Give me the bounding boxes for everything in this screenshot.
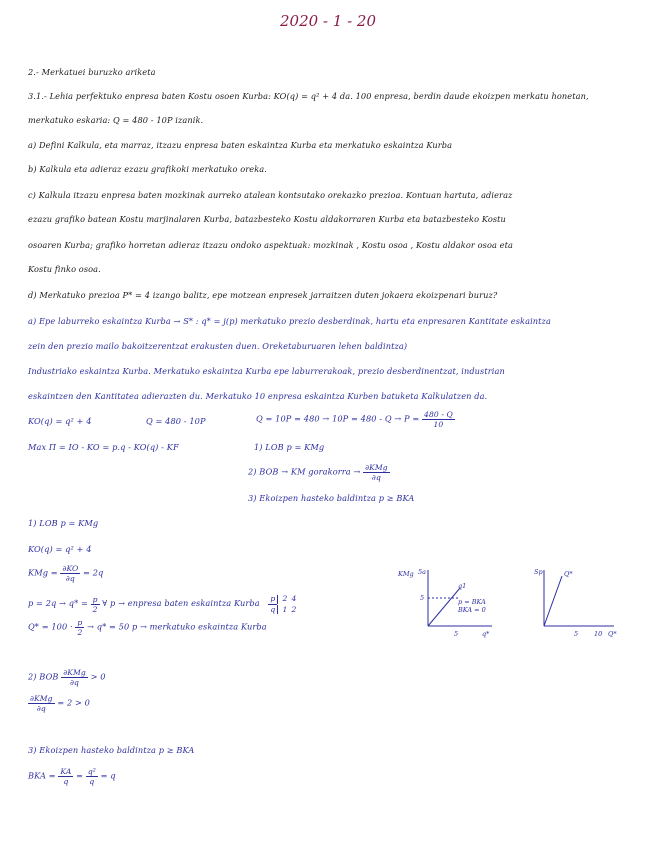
fraction-numerator: p bbox=[92, 594, 98, 604]
bob-fraction bbox=[61, 668, 88, 687]
market-supply-curve bbox=[544, 576, 562, 626]
graph2-curve-label: Q* bbox=[564, 570, 573, 578]
graph1-xlabel: q* bbox=[482, 630, 490, 638]
fraction-denominator: ∂q bbox=[36, 704, 46, 713]
graph1-top-tick: 5a bbox=[418, 568, 427, 576]
table-cell: p bbox=[270, 594, 276, 603]
answer-a-line-3: Industriako eskaintza Kurba. Merkatuko eskaintza Kurba epe laburrerakoak, prezio desberdinentzat, industrian bbox=[28, 366, 505, 376]
condition-1: 1) LOB p = KMg bbox=[254, 442, 325, 452]
firm-supply bbox=[28, 594, 297, 614]
fraction-denominator: 10 bbox=[433, 420, 444, 429]
supply-value-table bbox=[268, 594, 297, 614]
firm-supply-right: ∀ p → enpresa baten eskaintza Kurba bbox=[102, 598, 260, 608]
table-cell: 4 bbox=[291, 594, 297, 603]
firm-supply-fraction bbox=[91, 595, 100, 614]
fraction-numerator: ∂KMg bbox=[30, 694, 53, 703]
mc-label: KMg = bbox=[28, 567, 58, 578]
graph2-x-tick-5: 5 bbox=[574, 630, 579, 638]
inverse-demand-text: Q = 10P = 480 → 10P = 480 - Q → P = bbox=[256, 413, 420, 424]
condition-2-fraction bbox=[363, 463, 390, 482]
statement-line-1: 3.1.- Lehia perfektuko enpresa baten Kostu osoen Kurba: KO(q) = q² + 4 da. 100 enpresa, berdin daude ekoizpen merkatu honetan, bbox=[28, 91, 589, 101]
fraction-numerator: 480 - Q bbox=[424, 410, 453, 419]
fraction-numerator: ∂KMg bbox=[63, 668, 86, 677]
answer-a-line-4: eskaintzen den Kantitatea adierazten du. Merkatuko 10 enpresa eskaintza Kurben batuketa Kalkulatzen da. bbox=[28, 391, 488, 401]
bob-label: 2) BOB bbox=[28, 671, 59, 682]
bob-result: > 0 bbox=[90, 671, 106, 682]
condition-2 bbox=[248, 463, 390, 482]
firm-supply-left: p = 2q → q* = bbox=[28, 598, 88, 608]
question-b: b) Kalkula eta adieraz ezazu grafikoki merkatuko oreka. bbox=[28, 164, 267, 174]
demand-function: Q = 480 - 10P bbox=[146, 416, 206, 426]
table-cell: 2 bbox=[282, 594, 288, 603]
bob-check-result: = 2 > 0 bbox=[57, 697, 90, 708]
fraction-numerator: p bbox=[77, 618, 83, 627]
fraction-denominator: ∂q bbox=[70, 678, 80, 687]
table-row bbox=[268, 594, 297, 605]
fraction-numerator: q² bbox=[87, 767, 96, 776]
avc-fraction-2 bbox=[86, 767, 98, 786]
profit-max: Max Π = IO - KO = p.q - KO(q) - KF bbox=[28, 442, 179, 452]
graph1-x-tick: 5 bbox=[454, 630, 459, 638]
graph2-x-tick-10: 10 bbox=[594, 630, 603, 638]
market-supply bbox=[28, 618, 267, 637]
graph1-annot-1: p = BKA bbox=[458, 598, 486, 606]
production-condition: 3) Ekoizpen hasteko baldintza p ≥ BKA bbox=[28, 745, 195, 755]
question-c-line-1: c) Kalkula itzazu enpresa baten mozkinak aurreko atalean kontsutako orekazko prezioa. Kontuan hartuta, adieraz bbox=[28, 190, 513, 200]
question-a: a) Defini Kalkula, eta marraz, itzazu enpresa baten eskaintza Kurba eta merkatuko eskaintza Kurba bbox=[28, 140, 453, 150]
market-supply-graph bbox=[524, 564, 624, 642]
condition-2-text: 2) BOB → KM gorakorra → bbox=[248, 466, 361, 477]
avc-equals: = bbox=[76, 770, 84, 781]
fraction-denominator: q bbox=[63, 777, 69, 786]
marginal-cost bbox=[28, 564, 103, 583]
inverse-demand bbox=[256, 410, 455, 429]
question-c-line-4: Kostu finko osoa. bbox=[28, 264, 101, 274]
fraction-denominator: ∂q bbox=[65, 574, 75, 583]
graph2-ylabel: Sp bbox=[534, 568, 543, 576]
table-cell: 2 bbox=[291, 604, 297, 614]
page-date: 2020 - 1 - 20 bbox=[279, 12, 376, 30]
fraction-numerator: KA bbox=[60, 767, 72, 776]
graph1-curve-label: q1 bbox=[458, 582, 467, 590]
inverse-demand-fraction bbox=[422, 410, 455, 429]
avc-result: = q bbox=[100, 770, 116, 781]
graph2-xlabel: Q* bbox=[608, 630, 617, 638]
supply-curve bbox=[428, 588, 460, 626]
avc-label: BKA = bbox=[28, 770, 56, 781]
mc-result: = 2q bbox=[83, 567, 104, 578]
cost-function-repeat: KO(q) = q² + 4 bbox=[28, 544, 92, 554]
exercise-heading: 2.- Merkatuei buruzko ariketa bbox=[28, 67, 156, 77]
statement-line-2: merkatuko eskaria: Q = 480 - 10P izanik. bbox=[28, 115, 204, 125]
lob-step: 1) LOB p = KMg bbox=[28, 518, 99, 528]
question-c-line-3: osoaren Kurba; grafiko horretan adieraz itzazu ondoko aspektuak: mozkinak , Kostu osoa , Kostu aldakor osoa eta bbox=[28, 240, 513, 250]
table-cell: q bbox=[270, 604, 276, 614]
avc-fraction-1 bbox=[58, 767, 73, 786]
firm-supply-graph bbox=[392, 564, 502, 642]
graph1-ylabel: KMg bbox=[398, 570, 414, 578]
market-supply-left: Q* = 100 · bbox=[28, 621, 73, 632]
mc-fraction bbox=[60, 564, 80, 583]
fraction-denominator: 2 bbox=[92, 604, 98, 614]
market-supply-right: → q* = 50 p → merkatuko eskaintza Kurba bbox=[87, 621, 267, 632]
bob-step bbox=[28, 668, 106, 687]
answer-a-line-2: zein den prezio mailo bakoitzerentzat erakusten duen. Oreketaburuaren lehen baldintza) bbox=[28, 341, 408, 351]
table-row bbox=[268, 604, 297, 615]
table-cell: 1 bbox=[282, 604, 288, 614]
fraction-denominator: 2 bbox=[77, 628, 83, 637]
graph1-y-tick: 5 bbox=[420, 594, 425, 602]
graph1-annot-2: BKA = 0 bbox=[458, 606, 486, 614]
fraction-denominator: q bbox=[89, 777, 95, 786]
question-d: d) Merkatuko prezioa P* = 4 izango balitz, epe motzean enpresek jarraitzen duten jokaera ekoizpenari buruz? bbox=[28, 290, 498, 300]
fraction-denominator: ∂q bbox=[371, 473, 381, 482]
bob-check bbox=[28, 694, 90, 713]
fraction-numerator: ∂KO bbox=[62, 564, 79, 573]
cost-function: KO(q) = q² + 4 bbox=[28, 416, 92, 426]
bob-check-fraction bbox=[28, 694, 55, 713]
question-c-line-2: ezazu grafiko batean Kostu marjinalaren Kurba, batazbesteko Kostu aldakorraren Kurba eta batazbesteko Kostu bbox=[28, 214, 506, 224]
condition-3: 3) Ekoizpen hasteko baldintza p ≥ BKA bbox=[248, 493, 415, 503]
fraction-numerator: ∂KMg bbox=[365, 463, 388, 472]
answer-a-line-1: a) Epe laburreko eskaintza Kurba → S* : q* = j(p) merkatuko prezio desberdinak, hartu eta enpresaren Kantitate eskaintza bbox=[28, 316, 551, 326]
market-supply-fraction bbox=[75, 618, 84, 637]
avc-formula bbox=[28, 767, 116, 786]
